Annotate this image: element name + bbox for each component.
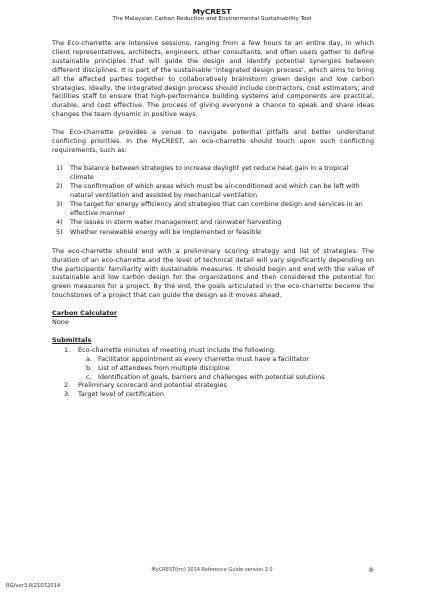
- list-item-number: 4): [56, 218, 63, 227]
- sublist-item-text: Facilitator appointment as every charrette must have a facilitator: [98, 354, 309, 363]
- list-item: [52, 218, 374, 227]
- sublist-item-letter: c.: [86, 372, 92, 381]
- list-item: [52, 200, 374, 218]
- list-item-number: 1.: [64, 345, 71, 354]
- sublist-item: [78, 373, 374, 382]
- list-item-text: The balance between strategies to increase daylight yet reduce heat gain in a tropical climate: [70, 163, 349, 181]
- closing-paragraph: The eco-charrette should end with a preliminary scoring strategy and list of strategies. The duration of an eco-charrette and the level of technical detail will vary significantly depending on the participants’ familiarity with sustainable measures. It should begin and end with the value of sustainable and low carbon design for the organizations and then considered the potential for green measures for a project. By the end, the goals articulated in the eco-charrette become the touchstones of a project that can guide the design as it moves ahead.: [52, 246, 374, 300]
- sublist-item-letter: a.: [86, 354, 92, 363]
- document-code: RG/ver3.0/21072014: [6, 583, 61, 589]
- list-item: [52, 182, 374, 200]
- list-item: [52, 390, 374, 399]
- list-item-text: Preliminary scorecard and potential strategies: [78, 381, 227, 390]
- sublist-item-text: List of attendees from multiple discipline: [98, 363, 230, 372]
- list-item-text: Target level of certification: [78, 390, 164, 399]
- sublist-item: [78, 364, 374, 373]
- list-item-text: Whether renewable energy will be implemented or feasible: [70, 227, 262, 236]
- brand-title: MyCREST: [192, 7, 232, 16]
- list-item-number: 3): [56, 200, 63, 209]
- list-item-text: Eco-charrette minutes of meeting must include the following:: [78, 345, 277, 354]
- list-item-text: The target for energy efficiency and strategies that can combine design and services in an effective manner: [70, 200, 363, 218]
- sublist-item-text: Identification of goals, barriers and challenges with potential solutions: [98, 372, 325, 381]
- venue-paragraph: The Eco-charrette provides a venue to navigate potential pitfalls and better understand conflicting priorities. In the MyCREST, an eco-charrette should touch upon such conflicting requirements, such as:: [52, 128, 374, 154]
- sublist: [78, 355, 374, 382]
- list-item: [52, 346, 374, 382]
- submittals-list: [52, 346, 374, 399]
- list-item-number: 1): [56, 163, 63, 172]
- document-body: [52, 39, 374, 399]
- brand-subtitle: The Malaysian Carbon Reduction and Environmental Sustainability Tool: [112, 16, 312, 22]
- list-item-text: The issues in storm water management and rainwater harvesting: [70, 218, 282, 227]
- list-item-text: The confirmation of which areas which must be air-conditioned and which can be left with natural ventilation and assisted by mechanical ventilation: [70, 182, 360, 199]
- list-item-number: 2): [56, 182, 63, 191]
- carbon-calculator-heading: Carbon Calculator: [52, 309, 117, 318]
- submittals-heading: Submittals: [52, 335, 92, 344]
- sublist-item: [78, 355, 374, 364]
- list-item-number: 3.: [64, 390, 71, 399]
- intro-paragraph: The Eco-charrette are intensive sessions, ranging from a few hours to an entire day, in which client representatives, architects, engineers, other consultants, and often users gather to define sustainable principles that will guide the design and identify potential synergies between different disciplines. It is part of the sustainable ‘integrated design process’, which aims to bring all the affected parties together to collaboratively brainstorm green design and low carbon strategies. Ideally, the integrated design process should include contractors, cost estimators, and facilities staff to ensure that high-performance building systems and components are practical, durable, and cost effective. The process of giving everyone a chance to speak and share ideas changes the team dynamic in positive ways.: [52, 39, 374, 119]
- sublist-item-letter: b.: [86, 363, 93, 372]
- carbon-calculator-value: None: [52, 318, 69, 327]
- list-item: [52, 228, 374, 237]
- footer-reference: MyCREST(tm) 2014 Reference Guide version 3.0: [151, 567, 273, 573]
- list-item-number: 5): [56, 227, 63, 236]
- list-item: [52, 164, 374, 182]
- list-item-number: 2.: [64, 381, 71, 390]
- requirements-list: [52, 164, 374, 237]
- list-item: [52, 381, 374, 390]
- page-header: [0, 7, 424, 23]
- page-number: 8: [369, 566, 374, 574]
